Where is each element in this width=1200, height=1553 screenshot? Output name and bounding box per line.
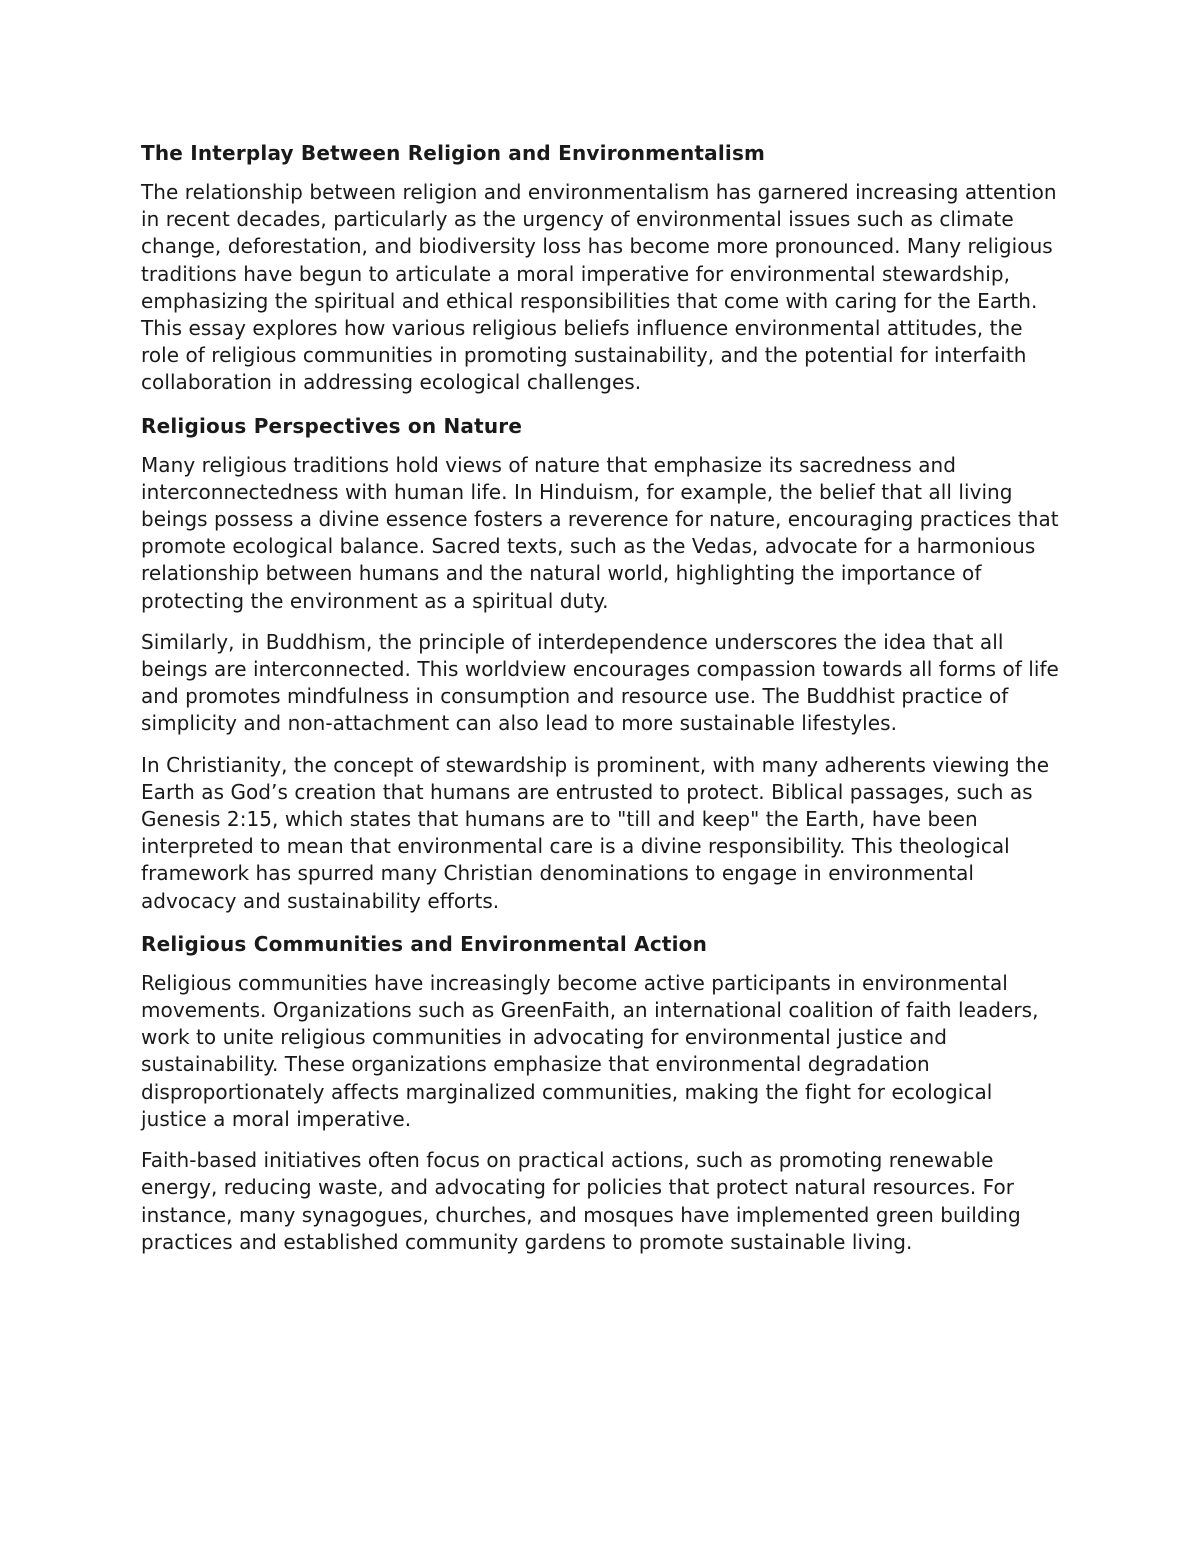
document-title: The Interplay Between Religion and Environmentalism <box>141 141 766 165</box>
paragraph-buddhism: Similarly, in Buddhism, the principle of interdependence underscores the idea that all beings are interconnected. This worldview encourages compassion towards all forms of life and promotes mindfulness in consumption and resource use. The Buddhist practice of simplicity and non-attachment can also lead to more sustainable lifestyles. <box>141 629 1059 736</box>
paragraph-hinduism: Many religious traditions hold views of nature that emphasize its sacredness and interconnectedness with human life. In Hinduism, for example, the belief that all living beings possess a divine essence fosters a reverence for nature, encouraging practices that promote ecological balance. Sacred texts, such as the Vedas, advocate for a harmonious relationship between humans and the natural world, highlighting the importance of protecting the environment as a spiritual duty. <box>141 452 1059 613</box>
section-heading-religious-communities: Religious Communities and Environmental Action <box>141 931 708 956</box>
section-heading-religious-perspectives: Religious Perspectives on Nature <box>141 413 523 438</box>
intro-paragraph: The relationship between religion and environmentalism has garnered increasing attention in recent decades, particularly as the urgency of environmental issues such as climate change, deforestation, and biodiversity loss has become more pronounced. Many religious traditions have begun to articulate a moral imperative for environmental stewardship, emphasizing the spiritual and ethical responsibilities that come with caring for the Earth. This essay explores how various religious beliefs influence environmental attitudes, the role of religious communities in promoting sustainability, and the potential for interfaith collaboration in addressing ecological challenges. <box>141 180 1057 395</box>
paragraph-christianity: In Christianity, the concept of stewardship is prominent, with many adherents viewing the Earth as God’s creation that humans are entrusted to protect. Biblical passages, such as Genesis 2:15, which states that humans are to "till and keep" the Earth, have been interpreted to mean that environmental care is a divine responsibility. This theological framework has spurred many Christian denominations to engage in environmental advocacy and sustainability efforts. <box>141 752 1050 913</box>
paragraph-faith-initiatives: Faith-based initiatives often focus on practical actions, such as promoting renewable energy, reducing waste, and advocating for policies that protect natural resources. For instance, many synagogues, churches, and mosques have implemented green building practices and established community gardens to promote sustainable living. <box>141 1148 1021 1254</box>
paragraph-greenfaith: Religious communities have increasingly become active participants in environmental movements. Organizations such as GreenFaith, an international coalition of faith leaders, work to unite religious communities in advocating for environmental justice and sustainability. These organizations emphasize that environmental degradation disproportionately affects marginalized communities, making the fight for ecological justice a moral imperative. <box>141 970 1039 1131</box>
